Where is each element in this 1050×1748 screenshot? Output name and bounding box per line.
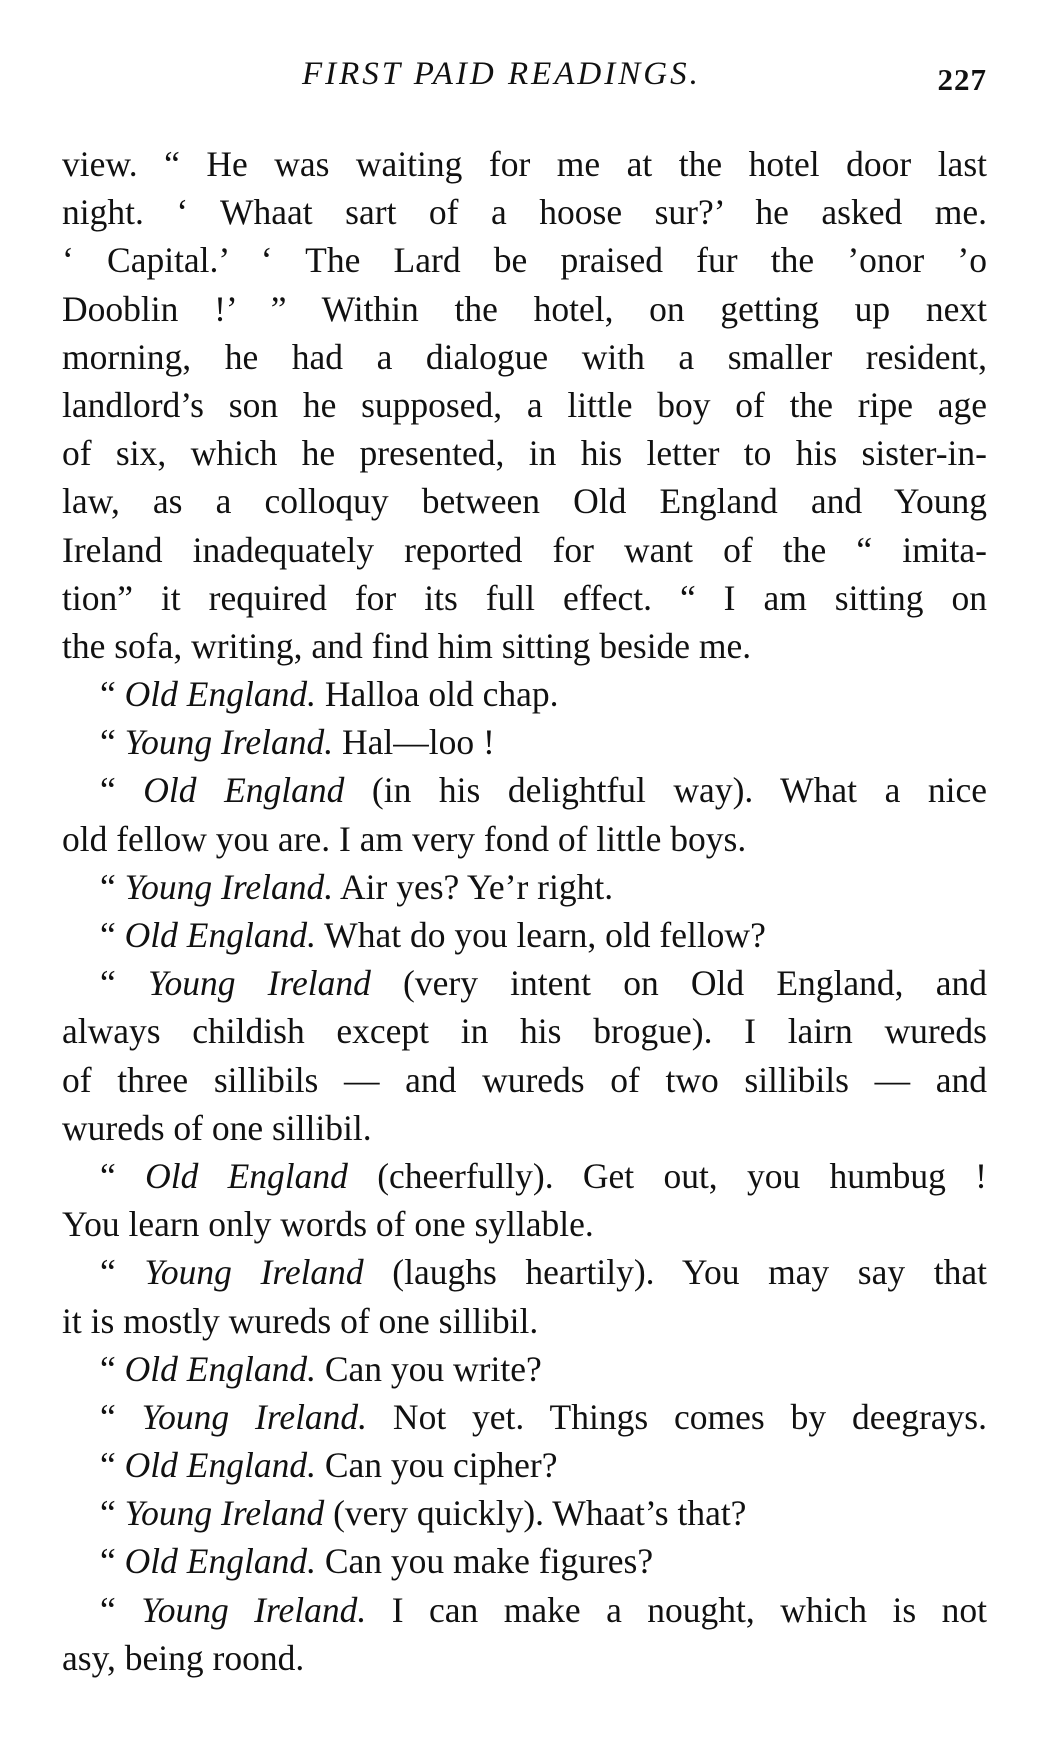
text-line: [62, 1297, 987, 1345]
line-text: Ireland inadequately reported for want of the “ imita-: [62, 529, 987, 570]
speaker-name: Old England.: [124, 915, 316, 955]
line-text: Dooblin !’ ” Within the hotel, on getting up next: [62, 288, 987, 329]
text-line: [62, 526, 987, 574]
line-text: old fellow you are. I am very fond of little boys.: [62, 818, 747, 859]
text-line: [62, 188, 987, 236]
quote-mark: “: [100, 1155, 146, 1196]
quote-mark: “: [100, 1589, 142, 1630]
text-line: [62, 1056, 987, 1104]
quote-mark: “: [100, 1396, 142, 1437]
text-line: [62, 1489, 987, 1537]
speaker-name: Old England.: [124, 1348, 316, 1389]
text-line: [62, 1586, 987, 1634]
line-text: Air yes? Ye’r right.: [333, 866, 614, 907]
speaker-name: Young Ireland: [124, 1493, 325, 1534]
line-text: What do you learn, old fellow?: [315, 915, 766, 955]
speaker-name: Old England.: [124, 674, 316, 715]
quote-mark: “: [100, 1493, 125, 1534]
quote-mark: “: [100, 915, 125, 955]
line-text: Can you write?: [315, 1348, 542, 1389]
text-line: [62, 333, 987, 381]
running-title: FIRST PAID READINGS.: [302, 56, 701, 92]
text-line: [62, 285, 987, 333]
text-line: [62, 863, 987, 911]
page-header: [62, 56, 987, 106]
text-line: [62, 959, 987, 1007]
text-line: [62, 670, 987, 718]
speaker-name: Young Ireland.: [124, 866, 334, 907]
page-number: 227: [937, 62, 987, 97]
text-line: [62, 1200, 987, 1248]
line-text: tion” it required for its full effect. “ I am sitting on: [62, 577, 987, 618]
text-line: [62, 236, 987, 284]
quote-mark: “: [100, 963, 148, 1004]
text-line: [62, 1104, 987, 1152]
line-text: (very quickly). Whaat’s that?: [324, 1493, 747, 1534]
line-text: ‘ Capital.’ ‘ The Lard be praised fur the ’onor ’o: [62, 240, 987, 281]
speaker-name: Old England.: [124, 1541, 316, 1582]
line-text: Halloa old chap.: [315, 674, 559, 715]
speaker-name: Old England: [143, 770, 345, 811]
quote-mark: “: [100, 722, 125, 763]
text-line: [62, 766, 987, 814]
text-line: [62, 574, 987, 622]
text-line: [62, 381, 987, 429]
text-line: [62, 1248, 987, 1296]
text-line: [62, 1537, 987, 1585]
line-text: Not yet. Things comes by deegrays.: [367, 1396, 987, 1437]
text-line: [62, 718, 987, 766]
text-line: [62, 622, 987, 670]
quote-mark: “: [100, 674, 125, 715]
line-text: wureds of one sillibil.: [62, 1107, 372, 1148]
body-text: [62, 140, 987, 1682]
text-line: [62, 1152, 987, 1200]
line-text: view. “ He was waiting for me at the hotel door last: [62, 144, 987, 184]
speaker-name: Old England.: [124, 1445, 316, 1486]
line-text: I can make a nought, which is not: [366, 1589, 987, 1630]
line-text: landlord’s son he supposed, a little boy of the ripe age: [62, 384, 987, 425]
line-text: (very intent on Old England, and: [370, 963, 987, 1004]
quote-mark: “: [100, 1348, 125, 1389]
text-line: [62, 1007, 987, 1055]
line-text: morning, he had a dialogue with a smaller resident,: [62, 336, 987, 377]
line-text: (laughs heartily). You may say that: [363, 1252, 987, 1293]
text-line: [62, 1345, 987, 1393]
speaker-name: Young Ireland.: [141, 1396, 368, 1437]
line-text: it is mostly wureds of one sillibil.: [62, 1300, 539, 1341]
text-line: [62, 1634, 987, 1682]
text-line: [62, 911, 987, 959]
line-text: asy, being roond.: [62, 1637, 305, 1678]
quote-mark: “: [100, 1445, 125, 1486]
quote-mark: “: [100, 770, 144, 811]
line-text: Can you make figures?: [315, 1541, 654, 1582]
line-text: of six, which he presented, in his letter to his sister-in-: [62, 433, 987, 474]
line-text: always childish except in his brogue). I lairn wureds: [62, 1011, 987, 1052]
speaker-name: Young Ireland.: [141, 1589, 367, 1630]
speaker-name: Young Ireland.: [124, 722, 334, 763]
quote-mark: “: [100, 1541, 125, 1582]
line-text: (in his delightful way). What a nice: [344, 770, 987, 811]
quote-mark: “: [100, 866, 125, 907]
text-line: [62, 815, 987, 863]
line-text: Hal—loo !: [333, 722, 495, 763]
line-text: of three sillibils — and wureds of two sillibils — and: [62, 1059, 987, 1100]
quote-mark: “: [100, 1252, 145, 1293]
line-text: (cheerfully). Get out, you humbug !: [347, 1155, 987, 1196]
speaker-name: Young Ireland: [144, 1252, 364, 1293]
speaker-name: Old England: [145, 1155, 348, 1196]
line-text: You learn only words of one syllable.: [62, 1204, 594, 1245]
line-text: law, as a colloquy between Old England and Young: [62, 481, 987, 522]
text-line: [62, 429, 987, 477]
line-text: the sofa, writing, and find him sitting beside me.: [62, 625, 752, 666]
text-line: [62, 1441, 987, 1489]
text-line: [62, 140, 987, 188]
text-line: [62, 1393, 987, 1441]
speaker-name: Young Ireland: [147, 963, 371, 1004]
text-line: [62, 477, 987, 525]
line-text: night. ‘ Whaat sart of a hoose sur?’ he asked me.: [62, 192, 987, 233]
line-text: Can you cipher?: [315, 1445, 558, 1486]
